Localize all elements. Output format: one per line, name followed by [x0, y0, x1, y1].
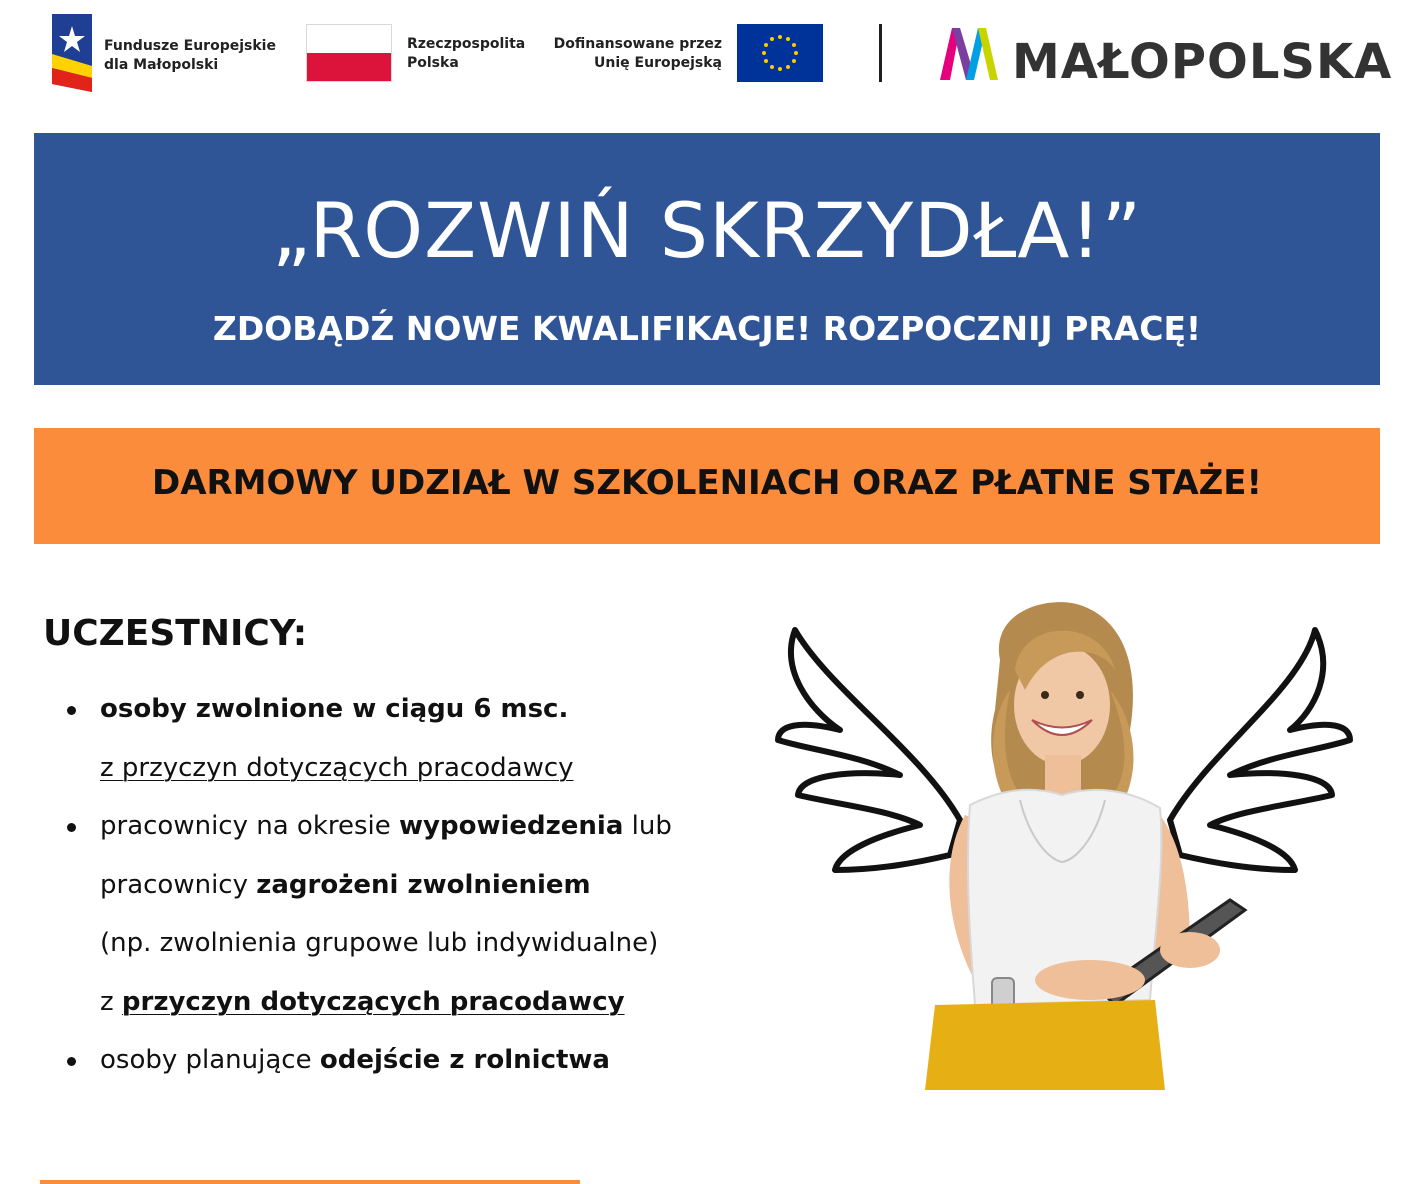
- list-item: [64, 680, 784, 739]
- left-wing-icon: [778, 630, 960, 870]
- item2-bold: wypowiedzenia: [399, 811, 624, 841]
- item2-post: lub: [623, 811, 672, 841]
- headline-banner: [34, 133, 1380, 385]
- republic-line-2: Polska: [407, 55, 459, 71]
- bullet-icon: [67, 1057, 76, 1066]
- participants-title: UCZESTNICY:: [43, 613, 308, 654]
- offer-text: DARMOWY UDZIAŁ W SZKOLENIACH ORAZ PŁATNE STAŻE!: [151, 463, 1263, 503]
- item1-underlined: z przyczyn dotyczących pracodawcy: [100, 752, 574, 783]
- bullet-icon: [67, 823, 76, 832]
- woman-with-wings-illustration: [770, 600, 1360, 1090]
- polish-flag-icon: [306, 24, 392, 82]
- bottom-divider: [40, 1180, 580, 1184]
- list-item: [64, 1031, 784, 1090]
- item2-line2-pre: pracownicy: [100, 869, 257, 900]
- funds-line-1: Fundusze Europejskie: [104, 38, 276, 54]
- republic-label: [407, 35, 525, 73]
- eu-line-1: Dofinansowane przez: [553, 36, 722, 52]
- list-item-continuation: [64, 739, 784, 798]
- item2-line4-bold: przyczyn dotyczących pracodawcy: [121, 986, 625, 1017]
- right-wing-icon: [1170, 630, 1350, 870]
- republic-line-1: Rzeczpospolita: [407, 36, 526, 52]
- eu-flag-icon: [737, 24, 823, 82]
- item1-bold: osoby zwolnione w ciągu 6 msc.: [100, 694, 569, 724]
- european-funds-logo-icon: [52, 14, 92, 92]
- bullet-icon: [67, 706, 76, 715]
- eu-line-2: Unię Europejską: [594, 55, 722, 71]
- participants-list: [64, 680, 784, 1090]
- headline-subtitle: ZDOBĄDŹ NOWE KWALIFIKACJE! ROZPOCZNIJ PRACĘ!: [212, 309, 1202, 348]
- eu-cofunding-label: [540, 35, 722, 73]
- list-item: [64, 797, 784, 856]
- item3-bold: odejście z rolnictwa: [319, 1045, 610, 1075]
- funds-line-2: dla Małopolski: [104, 57, 219, 73]
- logo-strip: [0, 0, 1414, 120]
- offer-banner: [34, 428, 1380, 544]
- list-item-continuation: [64, 914, 784, 973]
- list-item-continuation: [64, 856, 784, 915]
- headline-title: „ROZWIŃ SKRZYDŁA!”: [271, 186, 1143, 275]
- logo-divider: [879, 24, 882, 82]
- list-item-continuation: [64, 973, 784, 1032]
- item2-pre: pracownicy na okresie: [100, 811, 400, 841]
- item2-line2-bold: zagrożeni zwolnieniem: [256, 869, 591, 900]
- item2-line4-pre: z: [100, 986, 122, 1017]
- malopolska-m-logo-icon: [938, 22, 1000, 84]
- european-funds-label: [104, 37, 276, 75]
- item3-pre: osoby planujące: [100, 1045, 320, 1075]
- malopolska-wordmark: MAŁOPOLSKA: [1012, 34, 1393, 90]
- item2-line3: (np. zwolnienia grupowe lub indywidualne): [100, 928, 659, 958]
